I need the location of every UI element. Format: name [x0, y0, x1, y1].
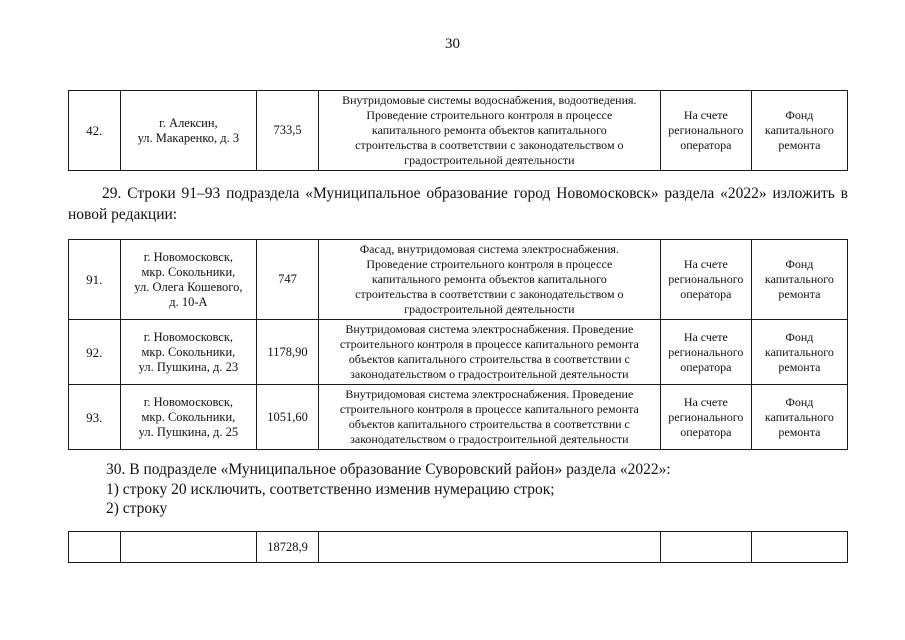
table-row	[69, 91, 848, 171]
paragraph-29: 29. Строки 91–93 подраздела «Муниципальное образование город Новомосковск» раздела «2022» изложить в новой редакции:	[68, 185, 848, 223]
row-area: 18728,9	[257, 532, 319, 563]
row-address: г. Новомосковск, мкр. Сокольники, ул. Олега Кошевого, д. 10-А	[120, 240, 257, 320]
row-number	[69, 532, 121, 563]
row-area: 1051,60	[257, 385, 319, 450]
row-area: 733,5	[257, 91, 319, 171]
paragraph-30: 30. В подразделе «Муниципальное образование Суворовский район» раздела «2022»:	[106, 461, 671, 478]
row-work-description	[318, 532, 660, 563]
row-fund	[751, 532, 847, 563]
row-address: г. Алексин, ул. Макаренко, д. 3	[120, 91, 257, 171]
row-account: На счете регионального оператора	[660, 240, 751, 320]
table-addresses-alexin	[68, 90, 848, 171]
paragraph-30-item-1: 1) строку 20 исключить, соответственно изменив нумерацию строк;	[106, 481, 555, 498]
row-address: г. Новомосковск, мкр. Сокольники, ул. Пушкина, д. 25	[120, 385, 257, 450]
row-work-description: Фасад, внутридомовая система электроснабжения. Проведение строительного контроля в процессе капитального ремонта объектов капитального строительства в соответствии с законодательством о градостроительной деятельности	[318, 240, 660, 320]
row-area: 747	[257, 240, 319, 320]
paragraph-30-item-2: 2) строку	[106, 500, 168, 517]
row-work-description: Внутридомовая система электроснабжения. Проведение строительного контроля в процессе капитального ремонта объектов капитального строительства в соответствии с законодательством о градостроительной деятельности	[318, 320, 660, 385]
table-row	[69, 240, 848, 320]
table-row	[69, 385, 848, 450]
page-number: 30	[445, 36, 460, 52]
row-account	[660, 532, 751, 563]
row-number: 91.	[69, 240, 121, 320]
row-account: На счете регионального оператора	[660, 91, 751, 171]
row-fund: Фонд капитального ремонта	[751, 320, 847, 385]
row-fund: Фонд капитального ремонта	[751, 91, 847, 171]
row-area: 1178,90	[257, 320, 319, 385]
row-number: 42.	[69, 91, 121, 171]
row-address: г. Новомосковск, мкр. Сокольники, ул. Пушкина, д. 23	[120, 320, 257, 385]
table-addresses-suvorovsky	[68, 531, 848, 563]
row-fund: Фонд капитального ремонта	[751, 240, 847, 320]
table-row	[69, 320, 848, 385]
row-address	[120, 532, 257, 563]
row-fund: Фонд капитального ремонта	[751, 385, 847, 450]
table-row	[69, 532, 848, 563]
row-work-description: Внутридомовая система электроснабжения. Проведение строительного контроля в процессе капитального ремонта объектов капитального строительства в соответствии с законодательством о градостроительной деятельности	[318, 385, 660, 450]
row-work-description: Внутридомовые системы водоснабжения, водоотведения. Проведение строительного контроля в процессе капитального ремонта объектов капитального строительства в соответствии с законодательством о градостроительной деятельности	[318, 91, 660, 171]
row-number: 92.	[69, 320, 121, 385]
row-account: На счете регионального оператора	[660, 385, 751, 450]
row-number: 93.	[69, 385, 121, 450]
table-addresses-novomoskovsk	[68, 239, 848, 450]
row-account: На счете регионального оператора	[660, 320, 751, 385]
